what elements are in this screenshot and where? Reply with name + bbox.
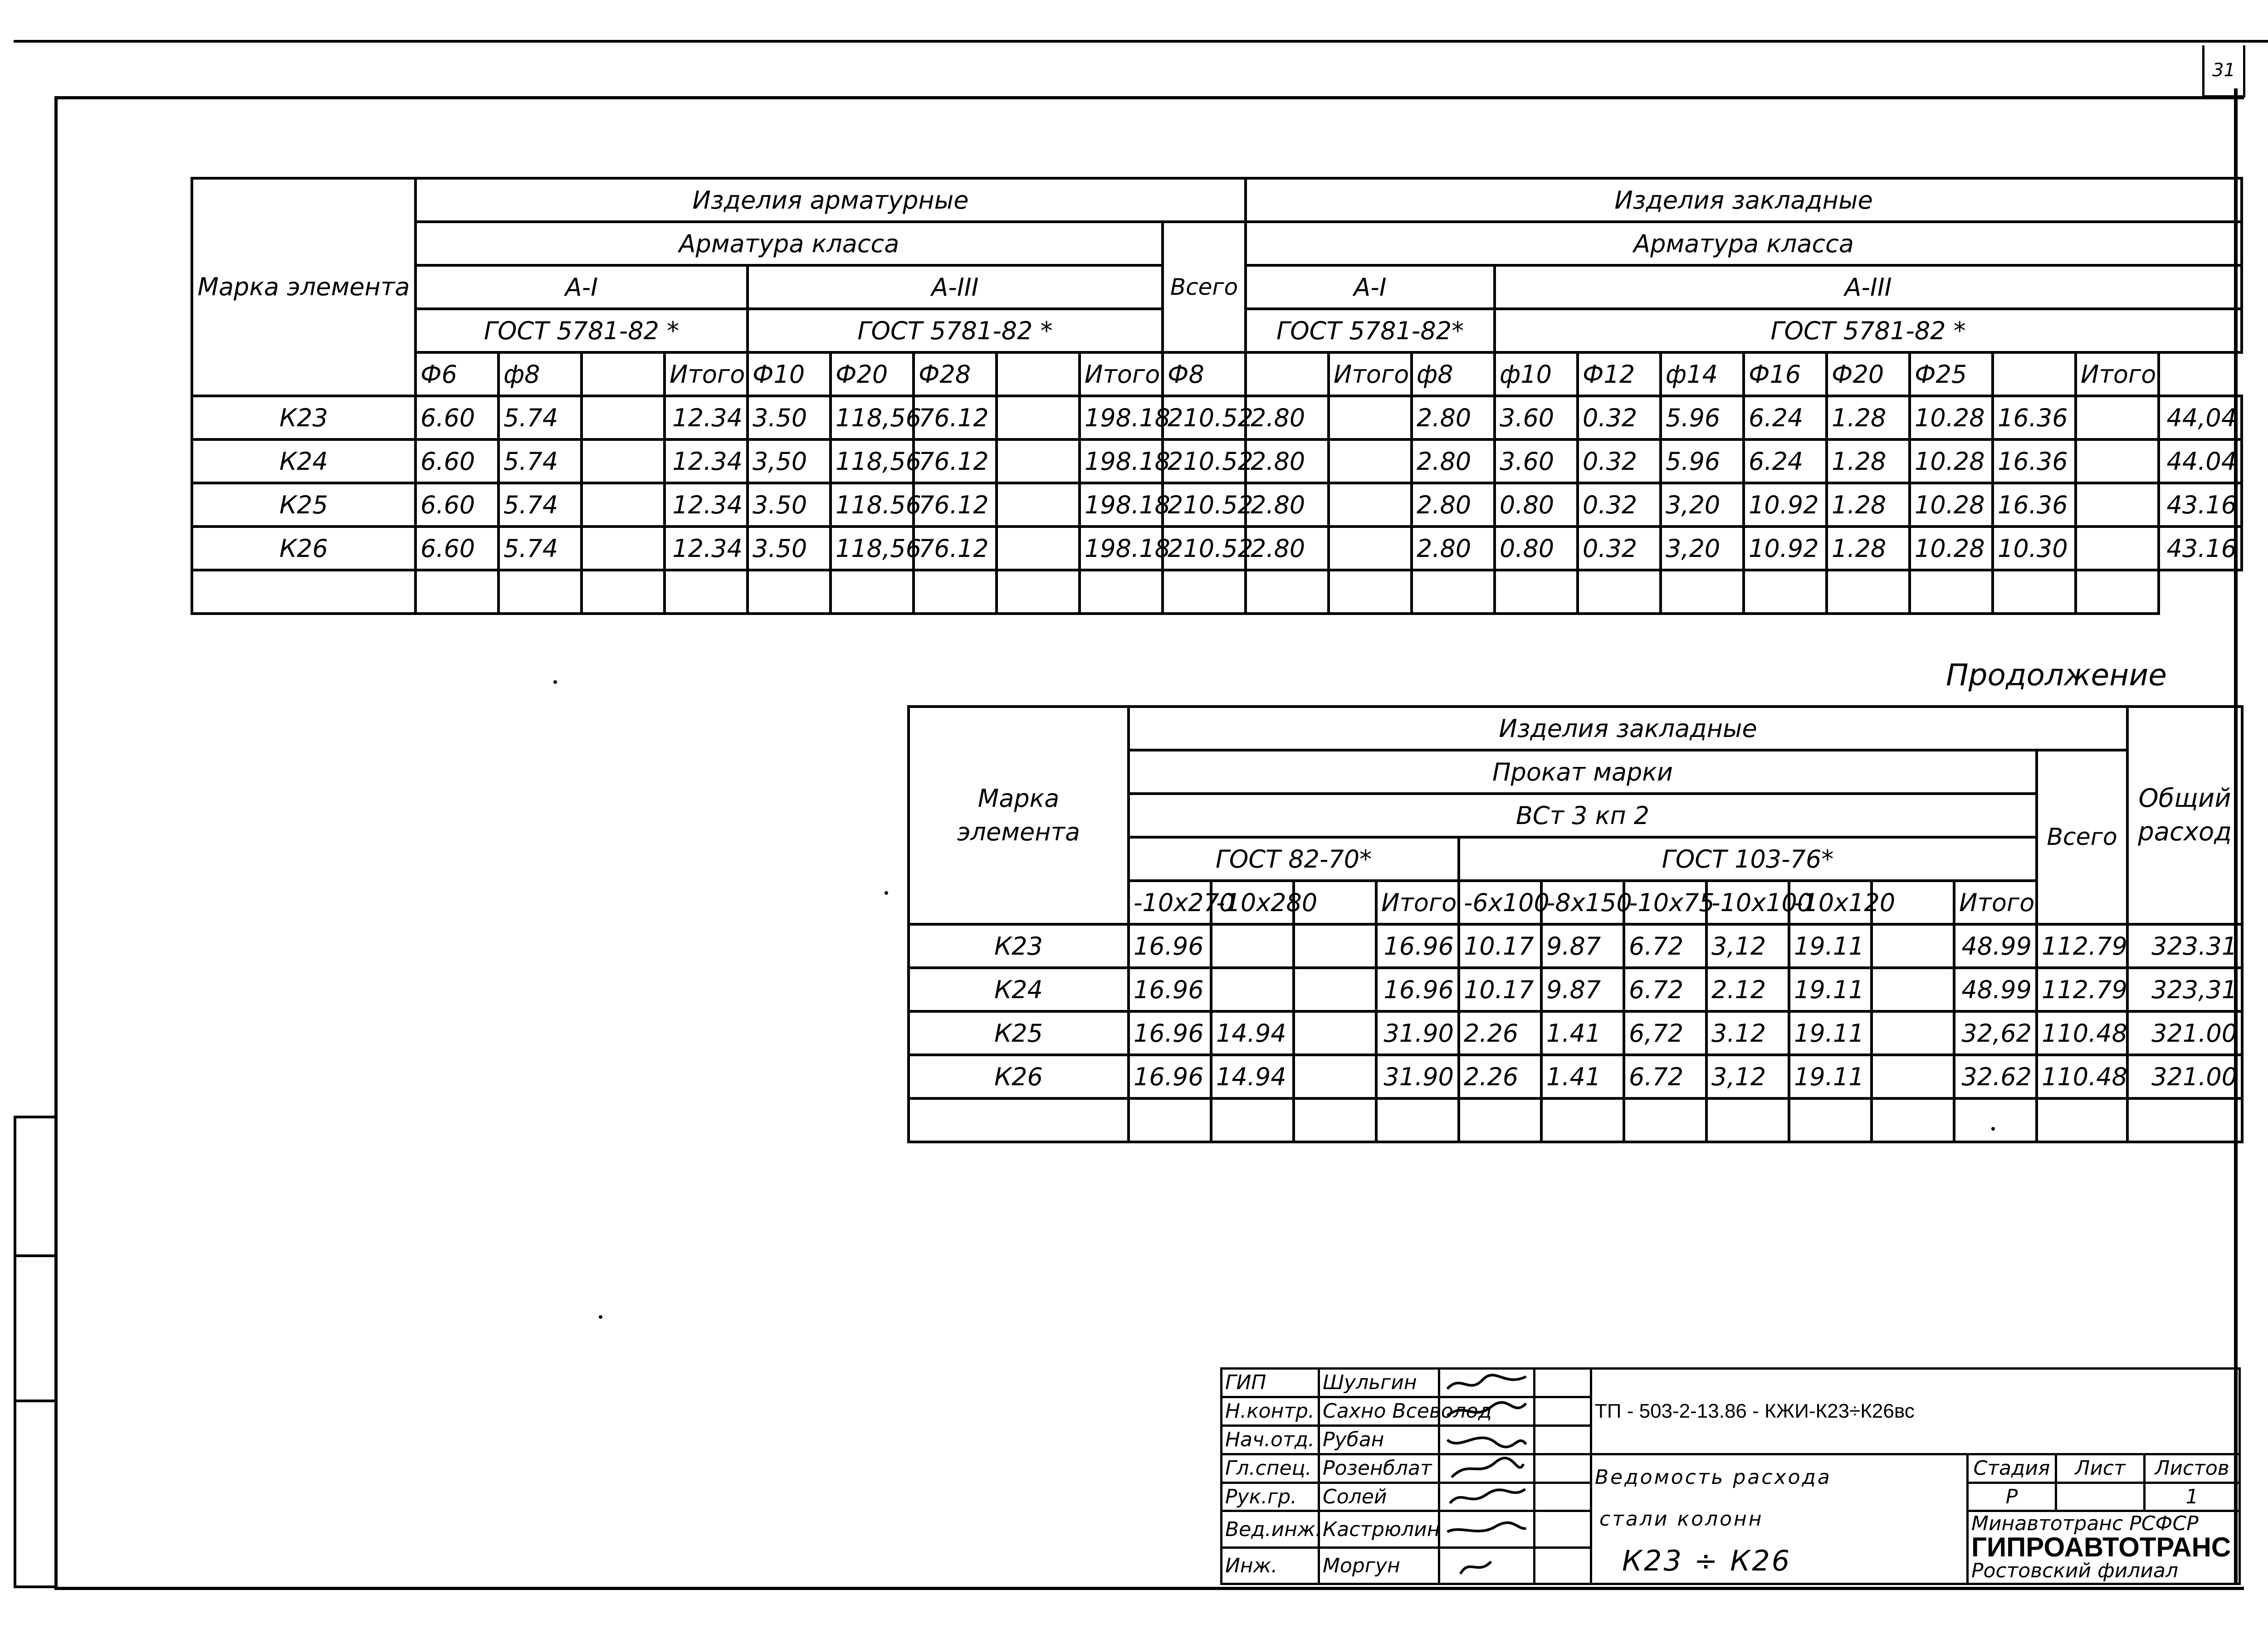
table-cell: 6.72	[1624, 924, 1706, 968]
table-cell: 110.48	[2037, 1055, 2127, 1098]
table-cell: 3,20	[1661, 527, 1744, 570]
table-cell: 31.90	[1376, 1055, 1459, 1098]
role-1: Н.контр.	[1222, 1397, 1319, 1425]
table-cell: 3.50	[748, 396, 831, 439]
table-row	[192, 439, 2242, 483]
table-cell: 16.36	[1993, 483, 2076, 527]
gost-AIII-left: ГОСТ 5781-82 *	[748, 309, 1163, 352]
name-4: Солей	[1319, 1483, 1439, 1511]
sheet-title-line-2: стали колонн	[1599, 1507, 1764, 1531]
table-cell: 198.18	[1080, 483, 1163, 527]
col-header: ф8	[1412, 352, 1495, 396]
row-mark: К25	[909, 1011, 1129, 1055]
table-cell: 16.96	[1376, 924, 1459, 968]
table-row	[909, 968, 2242, 1011]
col-header: Ф8	[1163, 352, 1246, 396]
rolled-steel-header: Прокат марки	[1129, 750, 2037, 794]
table-cell: 210.52	[1163, 483, 1246, 527]
table-row	[909, 1011, 2242, 1055]
table-cell: 32,62	[1954, 1011, 2037, 1055]
empty-row	[909, 1098, 2242, 1142]
sheets-value: 1	[2145, 1483, 2240, 1511]
table-cell: 2.26	[1459, 1011, 1541, 1055]
table-cell: 0.32	[1578, 483, 1661, 527]
table-cell: 14.94	[1211, 1011, 1294, 1055]
table-cell: 10.28	[1910, 396, 1993, 439]
table-cell	[1872, 1011, 1954, 1055]
stage-value: Р	[1968, 1483, 2056, 1511]
table-cell: 3.12	[1706, 1011, 1789, 1055]
table-cell: 10.28	[1910, 527, 1993, 570]
overall-header: Общий расход	[2127, 707, 2242, 924]
table-cell	[997, 396, 1080, 439]
role-6: Инж.	[1222, 1547, 1319, 1584]
table-cell: 10.17	[1459, 968, 1541, 1011]
table-cell: 14.94	[1211, 1055, 1294, 1098]
table-cell	[1294, 968, 1376, 1011]
col-header: -8x150	[1541, 881, 1624, 924]
table-cell: 2.80	[1246, 527, 1329, 570]
steel-consumption-table-continued	[907, 705, 2244, 1143]
role-3: Гл.спец.	[1222, 1454, 1319, 1483]
column-header-row	[192, 352, 2242, 396]
table-cell: 43.16	[2159, 483, 2242, 527]
table-cell: 6,72	[1624, 1011, 1706, 1055]
signature-2	[1439, 1425, 1535, 1454]
table-row	[192, 527, 2242, 570]
col-header: Ф25	[1910, 352, 1993, 396]
table-cell: 321.00	[2127, 1011, 2242, 1055]
table-cell: 44,04	[2159, 396, 2242, 439]
scan-speck	[553, 680, 557, 684]
class-AIII-right: А-III	[1495, 265, 2242, 309]
table-cell: 16.36	[1993, 439, 2076, 483]
col-header: -10x120	[1789, 881, 1872, 924]
table-cell: 48.99	[1954, 924, 2037, 968]
row-mark: К26	[192, 527, 415, 570]
name-3: Розенблат	[1319, 1454, 1439, 1483]
table-cell: 3,50	[748, 439, 831, 483]
table-cell: 10.28	[1910, 439, 1993, 483]
table-cell: 2.26	[1459, 1055, 1541, 1098]
col-header: Ф10	[748, 352, 831, 396]
org-line-3: Ростовский филиал	[1971, 1559, 2179, 1583]
sheet-title-line-3: К23 ÷ К26	[1622, 1544, 1792, 1577]
row-mark: К26	[909, 1055, 1129, 1098]
table-cell: 10.17	[1459, 924, 1541, 968]
gost-AI-left: ГОСТ 5781-82 *	[415, 309, 748, 352]
top-border-line	[14, 40, 2268, 43]
row-mark: К24	[909, 968, 1129, 1011]
table-cell: 76.12	[914, 439, 997, 483]
stage-label: Стадия	[1968, 1454, 2056, 1483]
col-header: -10x75	[1624, 881, 1706, 924]
table-cell: 6.72	[1624, 968, 1706, 1011]
row-mark: К24	[192, 439, 415, 483]
table-cell	[2076, 439, 2159, 483]
name-0: Шульгин	[1319, 1369, 1439, 1397]
table-cell: 16.36	[1993, 396, 2076, 439]
table-cell: 2.80	[1246, 483, 1329, 527]
table-cell	[1872, 1055, 1954, 1098]
col-header: -10x100	[1706, 881, 1789, 924]
page-number: 31	[2202, 45, 2245, 98]
sheets-label: Листов	[2145, 1454, 2240, 1483]
table-cell: 19.11	[1789, 924, 1872, 968]
table-cell: 1.41	[1541, 1055, 1624, 1098]
mark-header: Марка элемента	[192, 178, 415, 396]
table-cell: 6.24	[1744, 439, 1827, 483]
col-header: ф10	[1495, 352, 1578, 396]
steel-grade: ВСт 3 кп 2	[1129, 794, 2037, 837]
table-cell: 5.74	[499, 527, 582, 570]
empty-row	[192, 570, 2242, 614]
col-header: Итого	[1376, 881, 1459, 924]
table-cell: 3,12	[1706, 1055, 1789, 1098]
org-line-2: ГИПРОАВТОТРАНС	[1971, 1532, 2231, 1563]
col-header	[582, 352, 665, 396]
table-cell: 3.60	[1495, 396, 1578, 439]
table-cell: 1.28	[1827, 396, 1910, 439]
table-cell: 112.79	[2037, 968, 2127, 1011]
table-row	[192, 396, 2242, 439]
document-code: ТП - 503-2-13.86 - КЖИ-К23÷К26вс	[1591, 1369, 2240, 1454]
col-header: ф14	[1661, 352, 1744, 396]
rebar-class-header-right: Арматура класса	[1246, 222, 2242, 265]
table-cell: 16.96	[1376, 968, 1459, 1011]
table-cell: 3.50	[748, 527, 831, 570]
org-line-1: Минавтотранс РСФСР	[1971, 1512, 2199, 1536]
table-cell: 2.12	[1706, 968, 1789, 1011]
table-cell: 6.72	[1624, 1055, 1706, 1098]
col-header: ф8	[499, 352, 582, 396]
gost-AI-right: ГОСТ 5781-82*	[1246, 309, 1495, 352]
table-cell	[1329, 527, 1412, 570]
name-5: Кастрюлин	[1319, 1511, 1439, 1548]
table-cell: 32.62	[1954, 1055, 2037, 1098]
col-header: Ф12	[1578, 352, 1661, 396]
left-margin-stamp	[14, 1116, 57, 1588]
table-cell: 44.04	[2159, 439, 2242, 483]
table-cell: 3.50	[748, 483, 831, 527]
table-cell: 6.60	[415, 439, 499, 483]
steel-consumption-table-main	[191, 177, 2243, 615]
gost-AIII-right: ГОСТ 5781-82 *	[1495, 309, 2242, 352]
table-cell	[1211, 968, 1294, 1011]
table-cell: 118.56	[831, 483, 914, 527]
table-cell: 76.12	[914, 483, 997, 527]
table-cell	[1294, 1011, 1376, 1055]
col-header: Ф6	[415, 352, 499, 396]
table-cell: 118,56	[831, 527, 914, 570]
table-cell: 9.87	[1541, 924, 1624, 968]
name-1: Сахно Всеволод	[1319, 1397, 1439, 1425]
table-cell	[1329, 396, 1412, 439]
signature-6	[1439, 1547, 1535, 1584]
table-cell	[1329, 483, 1412, 527]
table-cell: 19.11	[1789, 1055, 1872, 1098]
table-cell: 1.28	[1827, 527, 1910, 570]
table-cell	[582, 483, 665, 527]
table-cell: 118,56	[831, 396, 914, 439]
group-embedded-header-2: Изделия закладные	[1129, 707, 2127, 750]
table-cell	[1294, 1055, 1376, 1098]
role-4: Рук.гр.	[1222, 1483, 1319, 1511]
col-header: Итого	[1329, 352, 1412, 396]
table-cell: 76.12	[914, 527, 997, 570]
table-cell: 0.32	[1578, 396, 1661, 439]
table-cell: 2.80	[1412, 396, 1495, 439]
table-cell: 0.80	[1495, 483, 1578, 527]
table-cell: 5.74	[499, 483, 582, 527]
table-cell: 3.60	[1495, 439, 1578, 483]
signature-0	[1439, 1369, 1535, 1397]
table-cell	[997, 439, 1080, 483]
col-header: Ф20	[1827, 352, 1910, 396]
total-header: Всего	[1163, 222, 1246, 352]
table-cell: 0.32	[1578, 527, 1661, 570]
table-cell: 0.80	[1495, 527, 1578, 570]
col-header: Итого	[665, 352, 748, 396]
table-cell: 6.60	[415, 483, 499, 527]
table-cell: 321.00	[2127, 1055, 2242, 1098]
table-cell: 3,20	[1661, 483, 1744, 527]
table-cell: 112.79	[2037, 924, 2127, 968]
col-header: Итого	[1954, 881, 2037, 924]
sheet-label: Лист	[2056, 1454, 2145, 1483]
col-header: -6x100	[1459, 881, 1541, 924]
table-cell	[2076, 396, 2159, 439]
table-cell	[1294, 924, 1376, 968]
table-row	[909, 924, 2242, 968]
gost-82-70: ГОСТ 82-70*	[1129, 837, 1459, 881]
table-cell: 5.74	[499, 396, 582, 439]
name-2: Рубан	[1319, 1425, 1439, 1454]
col-header: Итого	[1080, 352, 1163, 396]
table-cell	[1211, 924, 1294, 968]
table-cell: 43.16	[2159, 527, 2242, 570]
table-cell	[1872, 968, 1954, 1011]
table-cell: 6.60	[415, 527, 499, 570]
table-cell: 3,12	[1706, 924, 1789, 968]
table-cell: 210.52	[1163, 439, 1246, 483]
table-cell: 198.18	[1080, 527, 1163, 570]
table-cell	[2076, 527, 2159, 570]
name-6: Моргун	[1319, 1547, 1439, 1584]
col-header: Ф20	[831, 352, 914, 396]
table-cell	[582, 396, 665, 439]
table-cell: 210.52	[1163, 527, 1246, 570]
table-cell: 10.92	[1744, 527, 1827, 570]
table-cell: 12.34	[665, 396, 748, 439]
table-cell: 198.18	[1080, 439, 1163, 483]
scan-speck	[885, 891, 888, 895]
signature-3	[1439, 1454, 1535, 1483]
table-cell	[582, 439, 665, 483]
table-cell: 12.34	[665, 439, 748, 483]
table-cell: 12.34	[665, 527, 748, 570]
col-header	[1246, 352, 1329, 396]
table-cell: 9.87	[1541, 968, 1624, 1011]
col-header: Ф16	[1744, 352, 1827, 396]
table-cell: 19.11	[1789, 968, 1872, 1011]
table-cell: 2.80	[1412, 527, 1495, 570]
role-5: Вед.инж.	[1222, 1511, 1319, 1548]
table-cell: 16.96	[1129, 924, 1211, 968]
col-header: -10x280	[1211, 881, 1294, 924]
table-cell: 76.12	[914, 396, 997, 439]
table-cell: 16.96	[1129, 968, 1211, 1011]
table-cell	[2076, 483, 2159, 527]
sheet-title-line-1: Ведомость расхода	[1595, 1465, 1832, 1489]
table-cell: 10.28	[1910, 483, 1993, 527]
table-cell: 6.60	[415, 396, 499, 439]
table-row	[909, 1055, 2242, 1098]
row-mark: К23	[909, 924, 1129, 968]
col-header: -10x270	[1129, 881, 1211, 924]
table-cell: 10.30	[1993, 527, 2076, 570]
sheet-title	[1591, 1454, 1968, 1584]
table-cell: 0.32	[1578, 439, 1661, 483]
table-cell: 19.11	[1789, 1011, 1872, 1055]
table-cell: 323,31	[2127, 968, 2242, 1011]
table-cell: 198.18	[1080, 396, 1163, 439]
row-mark: К23	[192, 396, 415, 439]
table-cell	[997, 527, 1080, 570]
scan-speck	[1991, 1127, 1995, 1131]
rebar-class-header-left: Арматура класса	[415, 222, 1163, 265]
gost-103-76: ГОСТ 103-76*	[1459, 837, 2037, 881]
organization	[1968, 1511, 2240, 1584]
scan-speck	[599, 1315, 602, 1319]
table-cell: 6.24	[1744, 396, 1827, 439]
role-0: ГИП	[1222, 1369, 1319, 1397]
table-cell: 2.80	[1412, 483, 1495, 527]
group-embedded-header: Изделия закладные	[1246, 178, 2242, 222]
table-cell: 16.96	[1129, 1055, 1211, 1098]
col-header: Ф28	[914, 352, 997, 396]
table-cell: 5.96	[1661, 396, 1744, 439]
table-cell: 5.74	[499, 439, 582, 483]
table-cell: 2.80	[1246, 396, 1329, 439]
col-header	[1993, 352, 2076, 396]
table-cell	[997, 483, 1080, 527]
table-cell: 5.96	[1661, 439, 1744, 483]
class-AIII-left: А-III	[748, 265, 1163, 309]
table-cell: 210.52	[1163, 396, 1246, 439]
row-mark: К25	[192, 483, 415, 527]
table-cell: 1.28	[1827, 483, 1910, 527]
group-reinforcement-header: Изделия арматурные	[415, 178, 1246, 222]
table-cell: 10.92	[1744, 483, 1827, 527]
signature-4	[1439, 1483, 1535, 1511]
class-AI-left: А-I	[415, 265, 748, 309]
table-cell: 1.41	[1541, 1011, 1624, 1055]
class-AI-right: А-I	[1246, 265, 1495, 309]
table-cell	[582, 527, 665, 570]
mark-header-2: Марка элемента	[909, 707, 1129, 924]
table-cell: 118,56	[831, 439, 914, 483]
table-cell: 12.34	[665, 483, 748, 527]
continuation-label: Продолжение	[1946, 658, 2167, 693]
table-cell: 31.90	[1376, 1011, 1459, 1055]
table-cell: 110.48	[2037, 1011, 2127, 1055]
sheet-value	[2056, 1483, 2145, 1511]
table-cell: 1.28	[1827, 439, 1910, 483]
table-cell: 2.80	[1246, 439, 1329, 483]
table-cell	[1329, 439, 1412, 483]
role-2: Нач.отд.	[1222, 1425, 1319, 1454]
total-header-2: Всего	[2037, 750, 2127, 924]
table-cell: 16.96	[1129, 1011, 1211, 1055]
signature-5	[1439, 1511, 1535, 1548]
table-cell: 48.99	[1954, 968, 2037, 1011]
table-cell: 323.31	[2127, 924, 2242, 968]
col-header	[997, 352, 1080, 396]
table-cell: 2.80	[1412, 439, 1495, 483]
col-header: Итого	[2076, 352, 2159, 396]
table-cell	[1872, 924, 1954, 968]
title-block	[1220, 1367, 2241, 1585]
table-row	[192, 483, 2242, 527]
